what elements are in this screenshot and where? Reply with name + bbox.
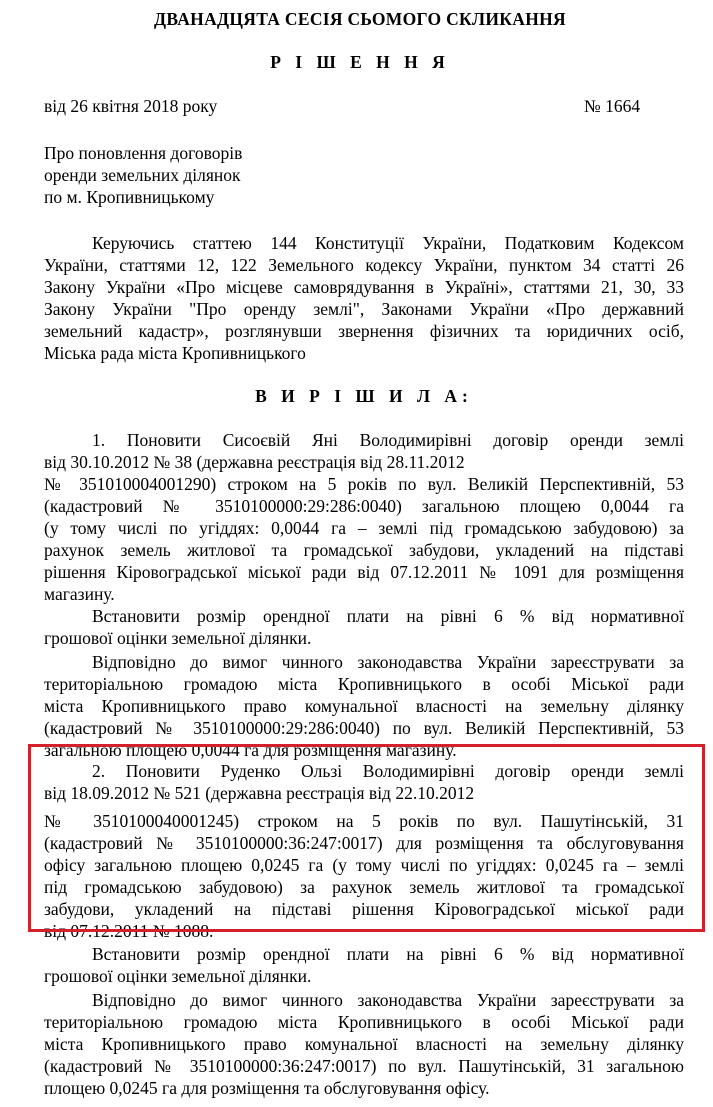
decision-number: № 1664 [584,96,641,116]
preamble-line: Закону України "Про оренду землі", Законами України «Про державний [44,299,684,319]
item2-line: офісу загальною площею 0,0245 га (у тому числі по угіддях: 0,0245 га – землі [44,855,684,875]
item2-register-line: міста Кропивницького право комунальної власності на земельну ділянку [44,1034,684,1054]
decision-date: від 26 квітня 2018 року [44,96,218,116]
item2-rent-line: грошової оцінки земельної ділянки. [44,966,312,986]
item1-rent-line: Встановити розмір орендної плати на рівні 6 % від нормативної [92,606,684,626]
item1-line: 1. Поновити Сисоєвій Яні Володимирівні договір оренди землі [92,430,684,450]
item2-register-line: Відповідно до вимог чинного законодавства України зареєструвати за [92,990,684,1010]
item1-line: від 30.10.2012 № 38 (державна реєстрація від 28.11.2012 [44,452,465,472]
item1-register-line: територіальною громадою міста Кропивницького в особі Міської ради [44,674,684,694]
preamble-line: Керуючись статтею 144 Конституції України, Податковим Кодексом [92,233,684,253]
item2-line: від 07.12.2011 № 1088. [44,921,214,941]
item2-line: під громадською забудовою) за рахунок земель житлової та громадської [44,877,684,897]
subject-line: оренди земельних ділянок [44,165,241,185]
preamble-line: Закону України «Про місцеве самоврядування в Україні», статтями 21, 30, 33 [44,277,684,297]
item1-rent-line: грошової оцінки земельної ділянки. [44,628,312,648]
item1-register-line: Відповідно до вимог чинного законодавства України зареєструвати за [92,652,684,672]
preamble-line: Міська рада міста Кропивницького [44,343,306,363]
item1-register-line: (кадастровий № 3510100000:29:286:0040) по вул. Великій Перспективній, 53 [44,718,684,738]
item2-register-line: територіальною громадою міста Кропивницького в особі Міської ради [44,1012,684,1032]
subject-line: Про поновлення договорів [44,143,243,163]
item1-line: рішення Кіровоградської міської ради від 07.12.2011 № 1091 для розміщення [44,562,684,582]
item1-line: рахунок земель житлової та громадської забудови, укладений на підставі [44,540,684,560]
item1-line: (у тому числі по угіддях: 0,0044 га – землі під громадською забудовою) за [44,518,684,538]
resolved-heading: В И Р І Ш И Л А: [255,386,473,406]
item2-line: забудови, укладений на підставі рішення Кіровоградської міської ради [44,899,684,919]
preamble-line: земельний кадастр», розглянувши звернення фізичних та юридичних осіб, [44,321,684,341]
highlight-frame [28,744,705,932]
item2-register-line: (кадастровий № 3510100000:36:247:0017) по вул. Пашутінській, 31 загальною [44,1056,684,1076]
item1-line: (кадастровий № 3510100000:29:286:0040) загальною площею 0,0044 га [44,496,684,516]
item2-line: від 18.09.2012 № 521 (державна реєстрація від 22.10.2012 [44,783,475,803]
subject-line: по м. Кропивницькому [44,187,215,207]
item2-line: (кадастровий № 3510100000:36:247:0017) для розміщення та обслуговування [44,833,684,853]
session-title: ДВАНАДЦЯТА СЕСІЯ СЬОМОГО СКЛИКАННЯ [154,9,566,29]
item1-line: магазину. [44,584,115,604]
item1-register-line: міста Кропивницького право комунальної власності на земельну ділянку [44,696,684,716]
item2-line: 2. Поновити Руденко Ользі Володимирівні договір оренди землі [92,761,684,781]
item1-register-line: загальною площею 0,0044 га для розміщення магазину. [44,740,457,760]
decision-heading: Р І Ш Е Н Н Я [270,52,450,72]
item2-line: № 3510100040001245) строком на 5 років по вул. Пашутінській, 31 [44,811,684,831]
preamble-line: України, статтями 12, 122 Земельного кодексу України, пунктом 34 статті 26 [44,255,684,275]
item2-register-line: площею 0,0245 га для розміщення та обслуговування офісу. [44,1078,490,1098]
item1-line: № 351010004001290) строком на 5 років по вул. Великій Перспективній, 53 [44,474,684,494]
item2-rent-line: Встановити розмір орендної плати на рівні 6 % від нормативної [92,944,684,964]
